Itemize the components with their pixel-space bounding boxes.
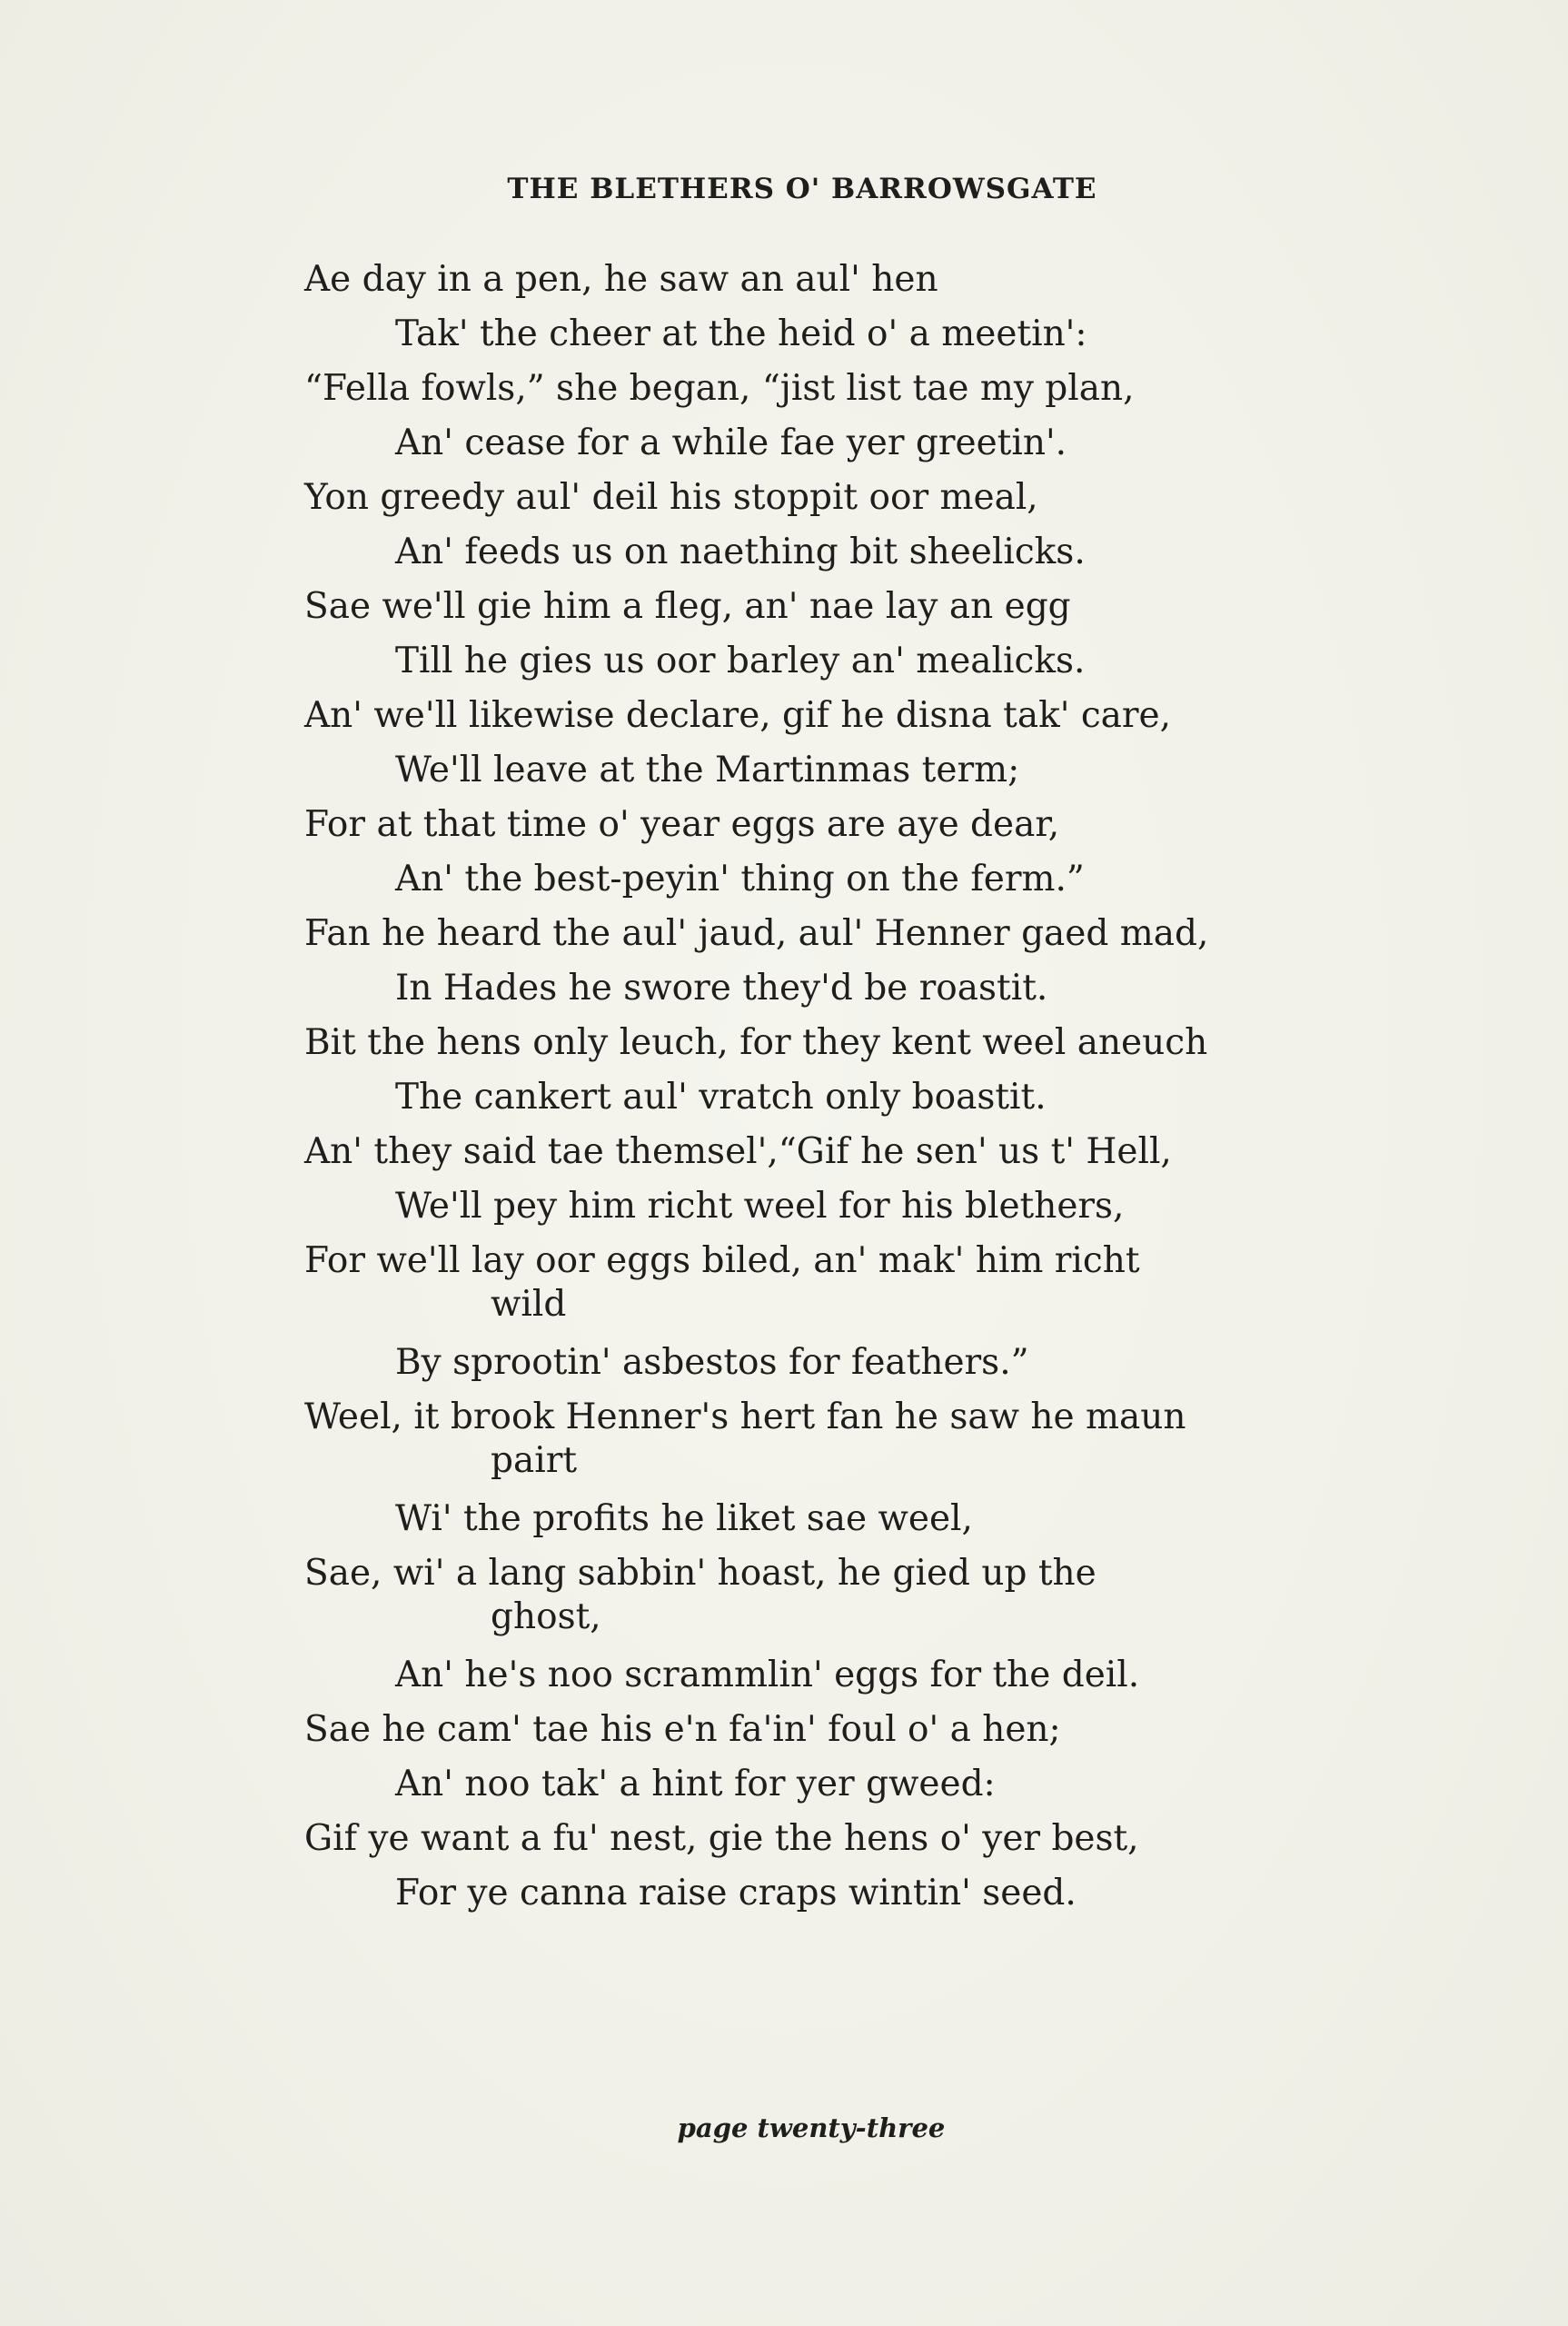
- poem-line: We'll leave at the Martinmas term;: [395, 750, 1020, 790]
- poem-line: An' the best-peyin' thing on the ferm.”: [395, 859, 1085, 900]
- poem-line: For ye canna raise craps wintin' seed.: [395, 1873, 1077, 1913]
- poem-line: Gif ye want a fu' nest, gie the hens o' yer best,: [304, 1818, 1139, 1859]
- poem-line-continuation: ghost,: [491, 1596, 601, 1637]
- poem-line-wrapped: [304, 1546, 1322, 1648]
- poem-line: For we'll lay oor eggs biled, an' mak' him richt: [304, 1240, 1140, 1281]
- poem-line: An' feeds us on naething bit sheelicks.: [395, 532, 1086, 572]
- poem-line: An' they said tae themsel',“Gif he sen' us t' Hell,: [304, 1131, 1172, 1172]
- poem-line: Till he gies us oor barley an' mealicks.: [395, 641, 1086, 681]
- poem-line: Yon greedy aul' deil his stoppit oor meal,: [304, 477, 1038, 518]
- poem-line: Sae we'll gie him a fleg, an' nae lay an egg: [304, 586, 1071, 627]
- poem-line: An' noo tak' a hint for yer gweed:: [395, 1764, 996, 1804]
- poem-line: Weel, it brook Henner's hert fan he saw he maun: [304, 1397, 1186, 1437]
- poem-line: By sprootin' asbestos for feathers.”: [395, 1342, 1029, 1383]
- poem-line: Bit the hens only leuch, for they kent weel aneuch: [304, 1022, 1208, 1063]
- poem-line-wrapped: [304, 1390, 1322, 1492]
- poem-line: An' he's noo scrammlin' eggs for the deil.: [395, 1655, 1140, 1695]
- poem-line: Wi' the profits he liket sae weel,: [395, 1498, 973, 1539]
- poem: [304, 253, 1322, 1921]
- poem-line: Tak' the cheer at the heid o' a meetin':: [395, 313, 1087, 354]
- poem-line: Fan he heard the aul' jaud, aul' Henner gaed mad,: [304, 913, 1209, 954]
- poem-line: We'll pey him richt weel for his blethers,: [395, 1186, 1125, 1227]
- poem-line: The cankert aul' vratch only boastit.: [395, 1077, 1047, 1118]
- page-number: page twenty-three: [677, 2112, 946, 2143]
- poem-line: Ae day in a pen, he saw an aul' hen: [304, 259, 938, 300]
- poem-line-wrapped: [304, 1234, 1322, 1336]
- poem-line: An' cease for a while fae yer greetin'.: [395, 422, 1067, 463]
- poem-line: Sae he cam' tae his e'n fa'in' foul o' a hen;: [304, 1709, 1061, 1750]
- poem-line: Sae, wi' a lang sabbin' hoast, he gied up the: [304, 1553, 1097, 1594]
- running-head: THE BLETHERS O' BARROWSGATE: [507, 173, 1097, 205]
- poem-line: “Fella fowls,” she began, “jist list tae my plan,: [304, 368, 1135, 409]
- poem-line: For at that time o' year eggs are aye dear,: [304, 804, 1060, 845]
- poem-line-continuation: wild: [491, 1284, 567, 1325]
- poem-line: In Hades he swore they'd be roastit.: [395, 968, 1048, 1009]
- poem-line: An' we'll likewise declare, gif he disna tak' care,: [304, 695, 1172, 736]
- poem-line-continuation: pairt: [491, 1440, 578, 1481]
